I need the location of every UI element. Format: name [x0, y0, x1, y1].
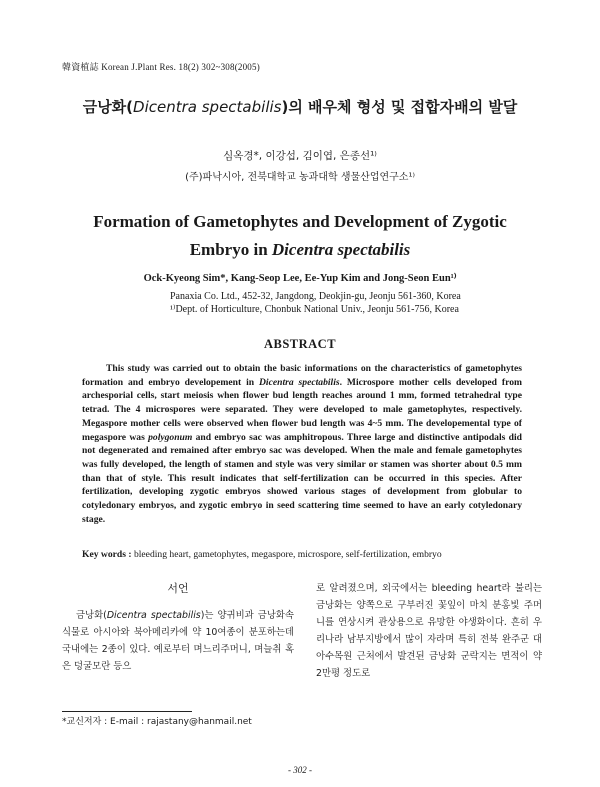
- abstract-species: Dicentra spectabilis: [259, 376, 340, 388]
- english-affiliation-2: ¹⁾Dept. of Horticulture, Chonbuk National Univ., Jeonju 561-756, Korea: [170, 304, 459, 315]
- korean-title: [0, 96, 600, 117]
- keywords: [82, 549, 542, 560]
- intro-paragraph-right: 로 알려졌으며, 외국에서는 bleeding heart라 불리는 금낭화는 양쪽으로 구부러진 꽃잎이 마치 분홍빛 주머니를 연상시켜 관상용으로 유망한 야생화이다. 흔히 우리나라 남부지방에서 많이 자라며 특히 전북 완주군 대아수목원 근처에서 발견된 금낭화 군락지는 면적이 약 2만평 정도로: [316, 583, 542, 679]
- korean-title-suffix: )의 배우체 형성 및 접합자배의 발달: [281, 98, 518, 116]
- english-title: [0, 208, 600, 264]
- korean-title-prefix: 금낭화(: [82, 98, 134, 116]
- intro-left-prefix: 금낭화(: [76, 610, 107, 621]
- korean-title-scientific: Dicentra spectabilis: [133, 98, 282, 116]
- english-title-line2-prefix: Embryo in: [189, 240, 272, 259]
- abstract-part-2: . Microspore mother cells developed from archesporial cells, start meiosis when flower bud length reaches around 1 mm, formed tetrahedral type tetrad. The 4 microspores were separated. They were developed to male gametophytes, respectively. Megaspore mother cells were observed when flower bud length was 4~5 mm. The developemental type of megaspore was: [82, 376, 522, 443]
- intro-left-scientific: Dicentra spectabilis: [106, 610, 201, 621]
- abstract-body: [82, 362, 522, 526]
- korean-authors: 심옥경*, 이강섭, 김이엽, 은종선¹⁾: [223, 150, 377, 162]
- right-column: [316, 580, 542, 682]
- corresponding-author-footnote: *교신저자 : E-mail : rajastany@hanmail.net: [62, 717, 252, 727]
- abstract-part-1: This study was carried out to obtain the basic informations on the characteristics of gametophytes formation and embryo developement in: [82, 363, 522, 388]
- english-authors: Ock-Kyeong Sim*, Kang-Seop Lee, Ee-Yup Kim and Jong-Seon Eun¹⁾: [143, 273, 457, 284]
- english-affiliations: [170, 290, 500, 316]
- page-number: - 302 -: [288, 765, 312, 775]
- english-title-scientific: Dicentra spectabilis: [271, 240, 411, 259]
- english-affiliation-1: Panaxia Co. Ltd., 452-32, Jangdong, Deokjin-gu, Jeonju 561-360, Korea: [170, 291, 461, 302]
- keywords-text: bleeding heart, gametophytes, megaspore, microspore, self-fertilization, embryo: [131, 549, 442, 560]
- left-column: [62, 580, 294, 675]
- abstract-part-3: and embryo sac was amphitropous. Three large and distinctive antipodals did not degenerated and remained after embryo sac was developed. When the male and female gametophytes was fully developed, the length of stamen and style was very similar or stamen was shorter about 0.5 mm than that of style. This result indicates that self-fertilization can be occurred in this species. After fertilization, developing zygotic embryos showed various stages of development from globular to cotyledonary embryos, and zygotic embryo in seed scattering time seemed to have an early cotyledonary stage.: [82, 431, 522, 525]
- journal-citation: 韓資植誌 Korean J.Plant Res. 18(2) 302~308(2005): [62, 62, 260, 72]
- keywords-label: Key words :: [82, 549, 132, 560]
- abstract-type: polygonum: [148, 431, 193, 443]
- korean-affiliation: (주)파낙시아, 전북대학교 농과대학 생물산업연구소¹⁾: [185, 172, 415, 183]
- footnote-divider: [62, 711, 192, 712]
- intro-paragraph-left: [62, 607, 294, 675]
- english-title-line2: [0, 236, 600, 264]
- abstract-heading: ABSTRACT: [263, 337, 337, 351]
- english-title-line1: Formation of Gametophytes and Development of Zygotic: [93, 212, 507, 231]
- intro-left-rest: )는 양귀비과 금낭화속 식물로 아시아와 북아메리카에 약 10여종이 분포하는데 국내에는 2종이 있다. 예로부터 며느리주머니, 며늘취 혹은 덩굴모란 등으: [62, 610, 294, 672]
- intro-heading: 서언: [167, 582, 189, 595]
